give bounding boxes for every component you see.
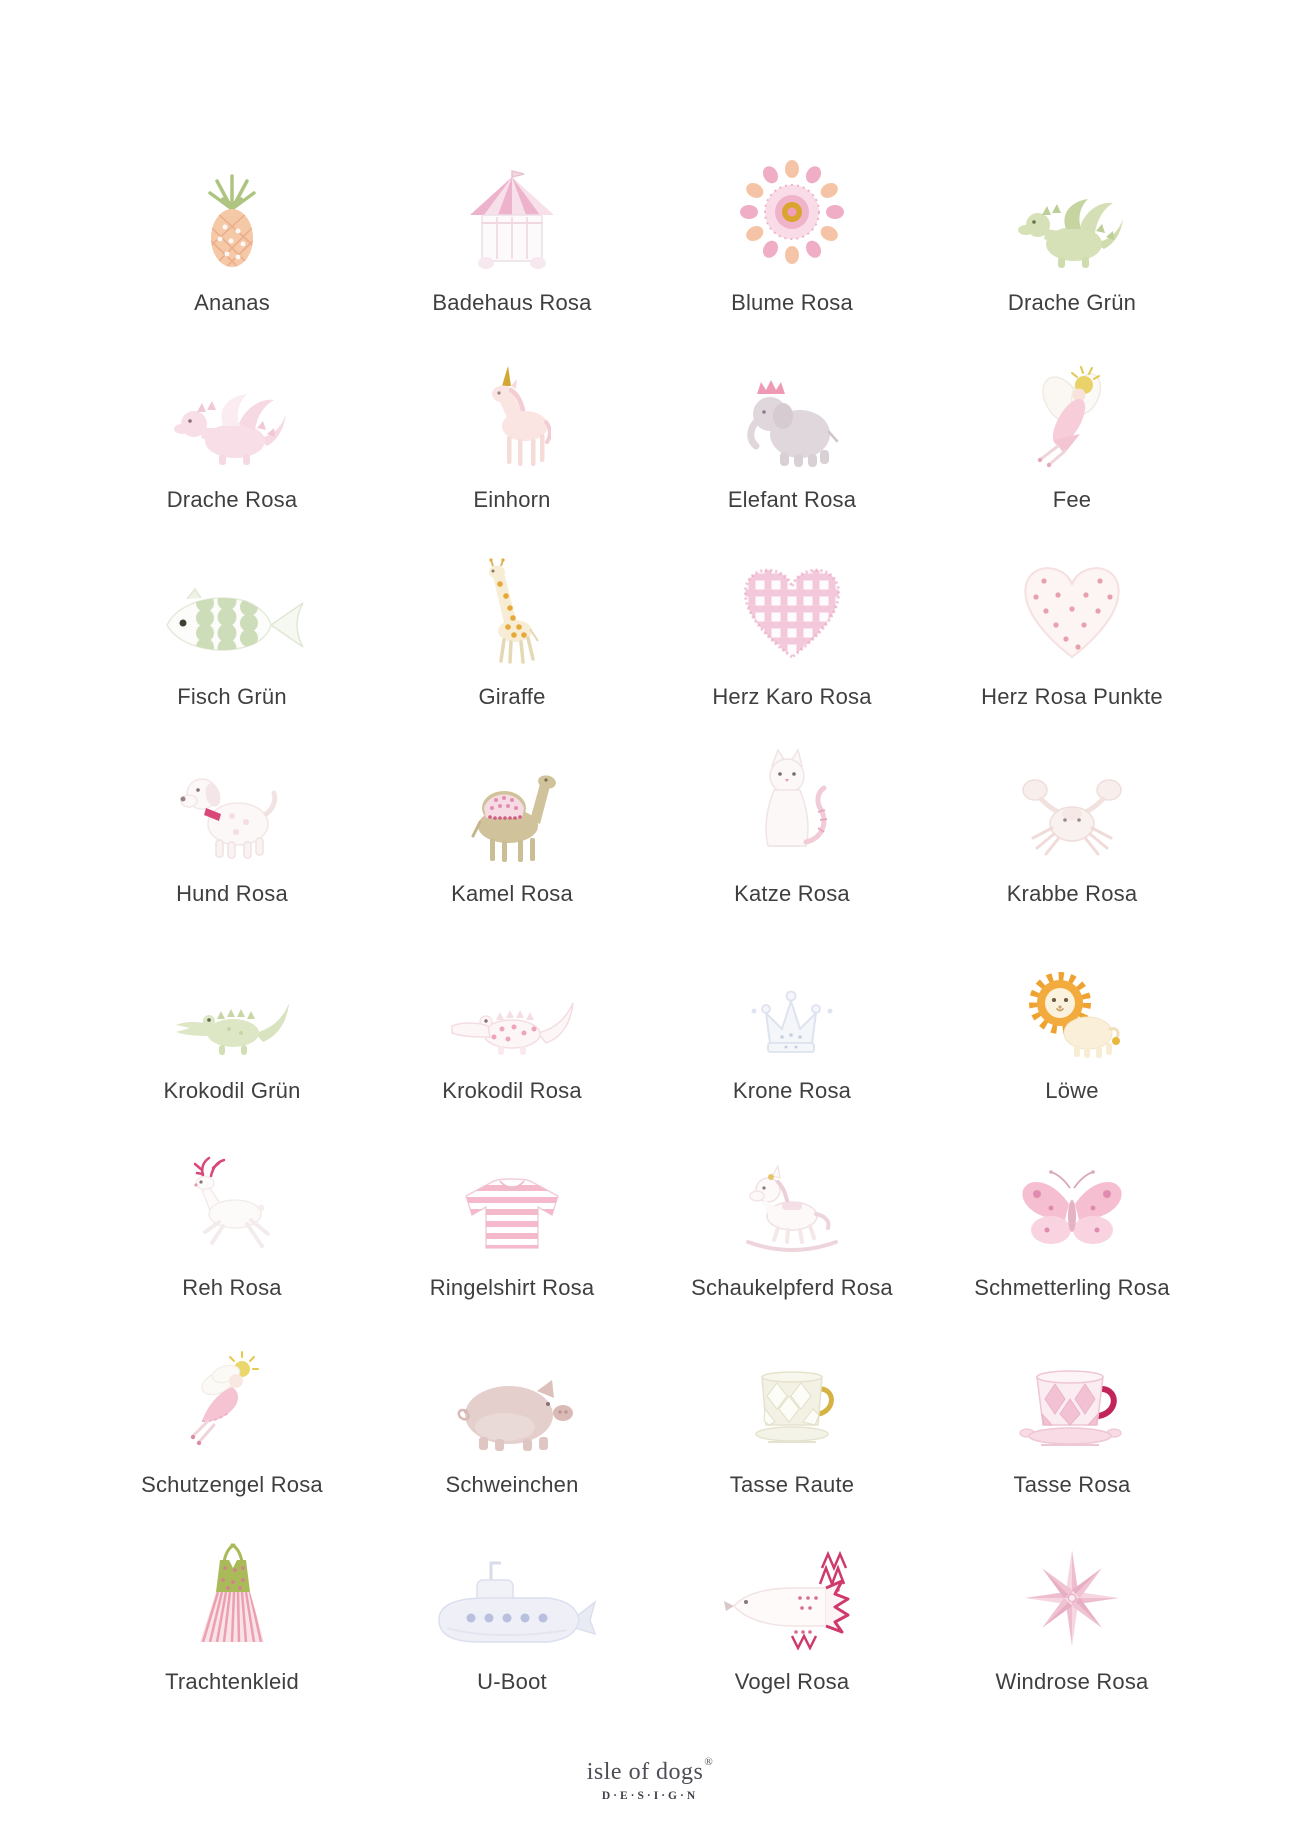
catalog-item bbox=[372, 1103, 652, 1300]
cup-pink-icon bbox=[1011, 1361, 1133, 1453]
item-label: Schweinchen bbox=[445, 1472, 579, 1497]
item-label: Giraffe bbox=[478, 684, 546, 709]
item-label: Blume Rosa bbox=[731, 290, 853, 315]
item-label: Tasse Rosa bbox=[1013, 1472, 1131, 1497]
brand-footer bbox=[0, 1756, 1300, 1802]
catalog-item bbox=[652, 118, 932, 315]
catalog-item bbox=[932, 1103, 1212, 1300]
item-label: Herz Karo Rosa bbox=[712, 684, 872, 709]
catalog-item bbox=[92, 1103, 372, 1300]
cup-diamond-icon bbox=[734, 1363, 850, 1453]
catalog-item bbox=[652, 906, 932, 1103]
item-label: Löwe bbox=[1045, 1078, 1099, 1103]
item-label: Drache Grün bbox=[1007, 290, 1137, 315]
submarine-icon bbox=[427, 1558, 597, 1650]
catalog-item bbox=[372, 315, 652, 512]
item-label: Ananas bbox=[194, 290, 270, 315]
butterfly-pink-icon bbox=[1013, 1164, 1131, 1256]
catalog-item bbox=[652, 315, 932, 512]
brand-logo bbox=[0, 1756, 1300, 1786]
catalog-item bbox=[652, 1497, 932, 1694]
catalog-item bbox=[372, 906, 652, 1103]
catalog-item bbox=[932, 1497, 1212, 1694]
item-label: Herz Rosa Punkte bbox=[981, 684, 1163, 709]
dragon-pink-icon bbox=[173, 382, 291, 468]
catalog-item bbox=[932, 709, 1212, 906]
flower-pink-icon bbox=[733, 153, 851, 271]
rocking-horse-icon bbox=[740, 1158, 844, 1256]
catalog-item bbox=[92, 1300, 372, 1497]
heart-dots-icon bbox=[1018, 555, 1126, 665]
catalog-item bbox=[372, 1497, 652, 1694]
item-label: Elefant Rosa bbox=[727, 487, 857, 512]
pineapple-icon bbox=[205, 169, 259, 271]
crab-pink-icon bbox=[1015, 770, 1129, 862]
brand-subtitle: D·E·S·I·G·N bbox=[601, 1790, 699, 1802]
catalog-item bbox=[372, 118, 652, 315]
striped-shirt-icon bbox=[454, 1170, 570, 1256]
guardian-angel-icon bbox=[180, 1349, 284, 1453]
catalog-item bbox=[652, 512, 932, 709]
catalog-item bbox=[372, 1300, 652, 1497]
catalog-item bbox=[372, 512, 652, 709]
dog-pink-icon bbox=[176, 758, 288, 862]
item-label: Vogel Rosa bbox=[734, 1669, 850, 1694]
item-label: Einhorn bbox=[473, 487, 551, 512]
item-label: Krone Rosa bbox=[732, 1078, 852, 1103]
item-label: Tasse Raute bbox=[729, 1472, 855, 1497]
catalog-item bbox=[92, 709, 372, 906]
crown-pink-icon bbox=[748, 985, 836, 1059]
item-label: Ringelshirt Rosa bbox=[429, 1275, 595, 1300]
compass-rose-icon bbox=[1023, 1546, 1121, 1650]
catalog-item bbox=[372, 709, 652, 906]
catalog-item bbox=[92, 315, 372, 512]
item-label: U-Boot bbox=[477, 1669, 547, 1694]
unicorn-icon bbox=[473, 364, 551, 468]
catalog-item bbox=[92, 118, 372, 315]
catalog-item bbox=[652, 1300, 932, 1497]
crocodile-pink-icon bbox=[446, 985, 578, 1059]
item-label: Trachtenkleid bbox=[165, 1669, 299, 1694]
catalog-item bbox=[92, 512, 372, 709]
camel-pink-icon bbox=[456, 760, 568, 862]
elephant-pink-icon bbox=[742, 370, 842, 468]
catalog-item bbox=[652, 709, 932, 906]
bird-pink-icon bbox=[722, 1550, 862, 1650]
registered-trademark-icon: ® bbox=[704, 1756, 714, 1768]
item-label: Hund Rosa bbox=[176, 881, 288, 906]
bathhouse-pink-icon bbox=[464, 167, 560, 271]
lion-icon bbox=[1022, 967, 1122, 1059]
item-label: Krokodil Grün bbox=[163, 1078, 301, 1103]
fairy-icon bbox=[1026, 360, 1118, 468]
pattern-catalog-grid bbox=[92, 118, 1212, 1694]
catalog-item bbox=[932, 512, 1212, 709]
item-label: Schutzengel Rosa bbox=[141, 1472, 323, 1497]
brand-name: isle of dogs bbox=[586, 1759, 704, 1785]
item-label: Krokodil Rosa bbox=[442, 1078, 582, 1103]
cat-pink-icon bbox=[744, 748, 840, 862]
catalog-item bbox=[932, 906, 1212, 1103]
catalog-item bbox=[932, 118, 1212, 315]
item-label: Schaukelpferd Rosa bbox=[691, 1275, 893, 1300]
item-label: Fisch Grün bbox=[177, 684, 287, 709]
catalog-item bbox=[652, 1103, 932, 1300]
fish-green-icon bbox=[157, 581, 307, 665]
item-label: Windrose Rosa bbox=[995, 1669, 1149, 1694]
item-label: Krabbe Rosa bbox=[1006, 881, 1138, 906]
item-label: Kamel Rosa bbox=[451, 881, 573, 906]
crocodile-green-icon bbox=[171, 981, 293, 1059]
deer-pink-icon bbox=[177, 1156, 287, 1256]
catalog-item bbox=[932, 315, 1212, 512]
pig-icon bbox=[445, 1369, 579, 1453]
heart-gingham-icon bbox=[736, 557, 848, 665]
item-label: Drache Rosa bbox=[166, 487, 298, 512]
item-label: Fee bbox=[1052, 487, 1092, 512]
giraffe-icon bbox=[483, 557, 541, 665]
dragon-green-icon bbox=[1016, 187, 1128, 271]
item-label: Schmetterling Rosa bbox=[974, 1275, 1170, 1300]
catalog-item bbox=[932, 1300, 1212, 1497]
catalog-item bbox=[92, 906, 372, 1103]
item-label: Reh Rosa bbox=[182, 1275, 282, 1300]
item-label: Badehaus Rosa bbox=[432, 290, 592, 315]
item-label: Katze Rosa bbox=[734, 881, 850, 906]
dirndl-dress-icon bbox=[190, 1538, 274, 1650]
catalog-item bbox=[92, 1497, 372, 1694]
